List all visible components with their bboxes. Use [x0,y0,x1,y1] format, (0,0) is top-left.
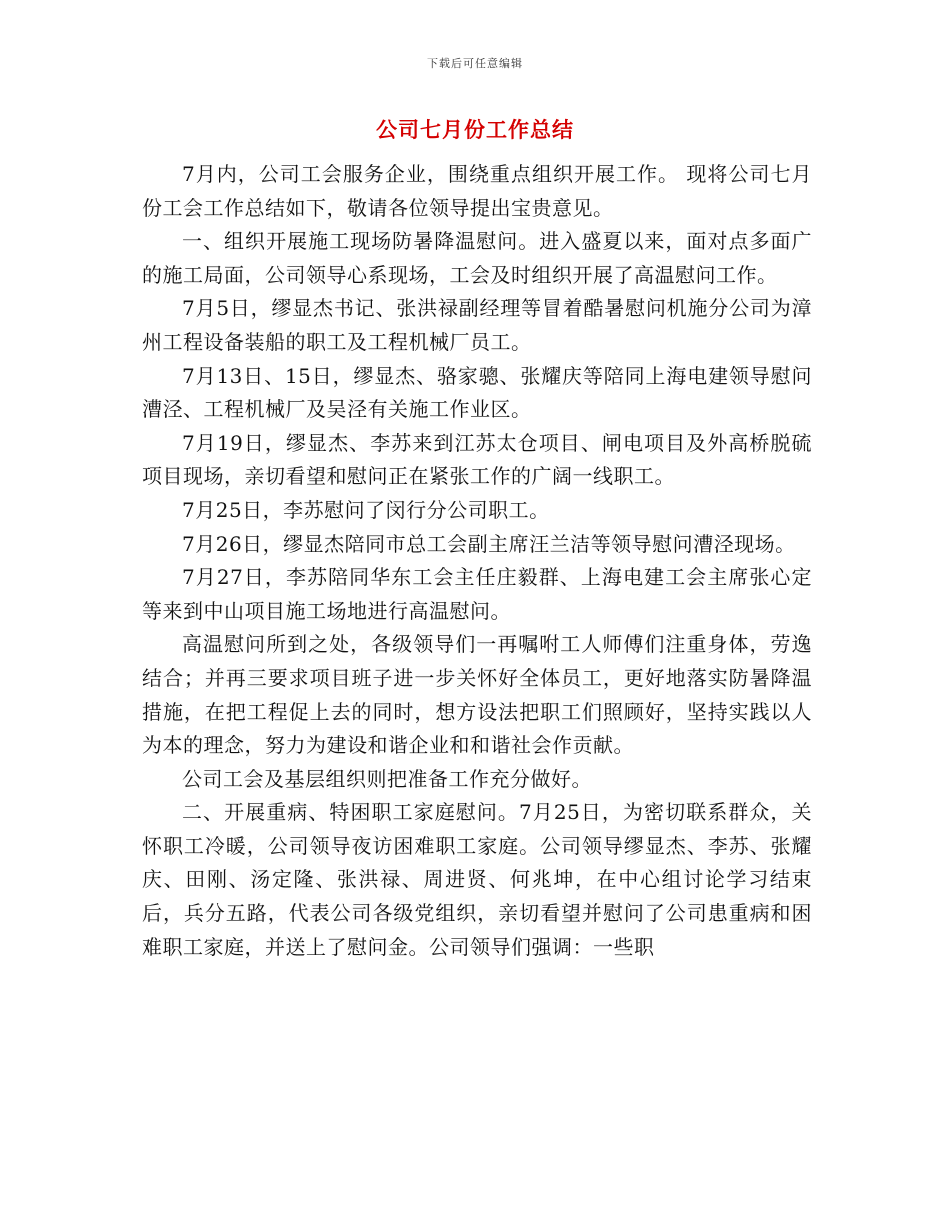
paragraph: 7月内，公司工会服务企业，围绕重点组织开展工作。 现将公司七月份工会工作总结如下，敬请各位领导提出宝贵意见。 [142,162,812,220]
header-note: 下载后可任意编辑 [427,57,523,70]
paragraph: 公司工会及基层组织则把准备工作充分做好。 [182,766,592,791]
paragraph: 7月27日，李苏陪同华东工会主任庄毅群、上海电建工会主席张心定等来到中山项目施工场地进行高温慰问。 [142,565,812,623]
document-body [142,158,812,964]
paragraph: 7月19日，缪显杰、李苏来到江苏太仓项目、闸电项目及外高桥脱硫项目现场，亲切看望和慰问正在紧张工作的广阔一线职工。 [142,430,812,489]
paragraph: 7月13日、15日，缪显杰、骆家骢、张耀庆等陪同上海电建领导慰问漕泾、工程机械厂及吴泾有关施工作业区。 [142,363,812,422]
paragraph: 7月26日，缪显杰陪同市总工会副主席汪兰洁等领导慰问漕泾现场。 [182,531,796,556]
paragraph: 一、组织开展施工现场防暑降温慰问。进入盛夏以来，面对点多面广的施工局面，公司领导心系现场，工会及时组织开展了高温慰问工作。 [142,229,812,287]
paragraph: 7月5日，缪显杰书记、张洪禄副经理等冒着酷暑慰问机施分公司为漳州工程设备装船的职工及工程机械厂员工。 [142,296,812,354]
paragraph: 7月25日，李苏慰问了闵行分公司职工。 [182,497,550,522]
document-title: 公司七月份工作总结 [376,118,574,142]
paragraph: 高温慰问所到之处，各级领导们一再嘱咐工人师傅们注重身体，劳逸结合；并再三要求项目班子进一步关怀好全体员工，更好地落实防暑降温措施，在把工程促上去的同时，想方设法把职工们照顾好，坚持实践以人为本的理念，努力为建设和谐企业和和谐社会作贡献。 [142,632,812,758]
paragraph: 二、开展重病、特困职工家庭慰问。7月25日，为密切联系群众，关怀职工冷暖，公司领导夜访困难职工家庭。公司领导缪显杰、李苏、张耀庆、田刚、汤定隆、张洪禄、周进贤、何兆坤，在中心组讨论学习结束后，兵分五路，代表公司各级党组织，亲切看望并慰问了公司患重病和困难职工家庭，并送上了慰问金。公司领导们强调：一些职 [142,800,812,959]
